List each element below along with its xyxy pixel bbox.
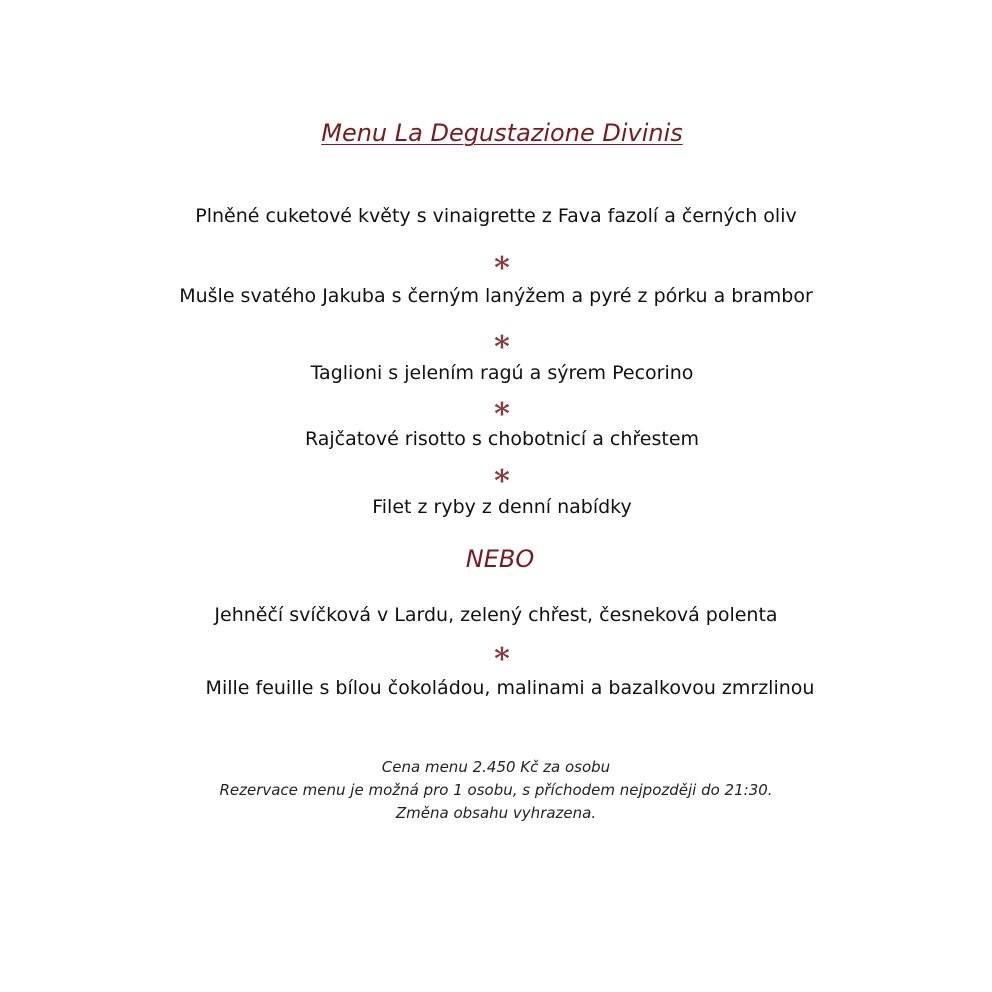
- course-1: Plněné cuketové květy s vinaigrette z Fava fazolí a černých oliv: [195, 205, 797, 227]
- asterisk-separator-2: *: [494, 330, 510, 365]
- course-5: Filet z ryby z denní nabídky: [372, 496, 632, 518]
- menu-title: Menu La Degustazione Divinis: [321, 119, 683, 147]
- asterisk-separator-5: *: [494, 642, 510, 677]
- asterisk-separator-1: *: [494, 251, 510, 286]
- dessert-course: Mille feuille s bílou čokoládou, malinami a bazalkovou zmrzlinou: [205, 677, 815, 699]
- price-note: Cena menu 2.450 Kč za osobu: [381, 758, 611, 776]
- asterisk-separator-4: *: [494, 464, 510, 499]
- reservation-note: Rezervace menu je možná pro 1 osobu, s příchodem nejpozději do 21:30.: [219, 781, 773, 799]
- change-note: Změna obsahu vyhrazena.: [395, 804, 597, 822]
- course-2: Mušle svatého Jakuba s černým lanýžem a pyré z pórku a brambor: [179, 285, 813, 307]
- course-3: Taglioni s jelením ragú a sýrem Pecorino: [310, 362, 694, 384]
- asterisk-separator-3: *: [494, 397, 510, 432]
- alternative-course: Jehněčí svíčková v Lardu, zelený chřest, česneková polenta: [214, 604, 778, 626]
- course-4: Rajčatové risotto s chobotnicí a chřestem: [304, 428, 700, 450]
- alternative-label: NEBO: [465, 545, 535, 573]
